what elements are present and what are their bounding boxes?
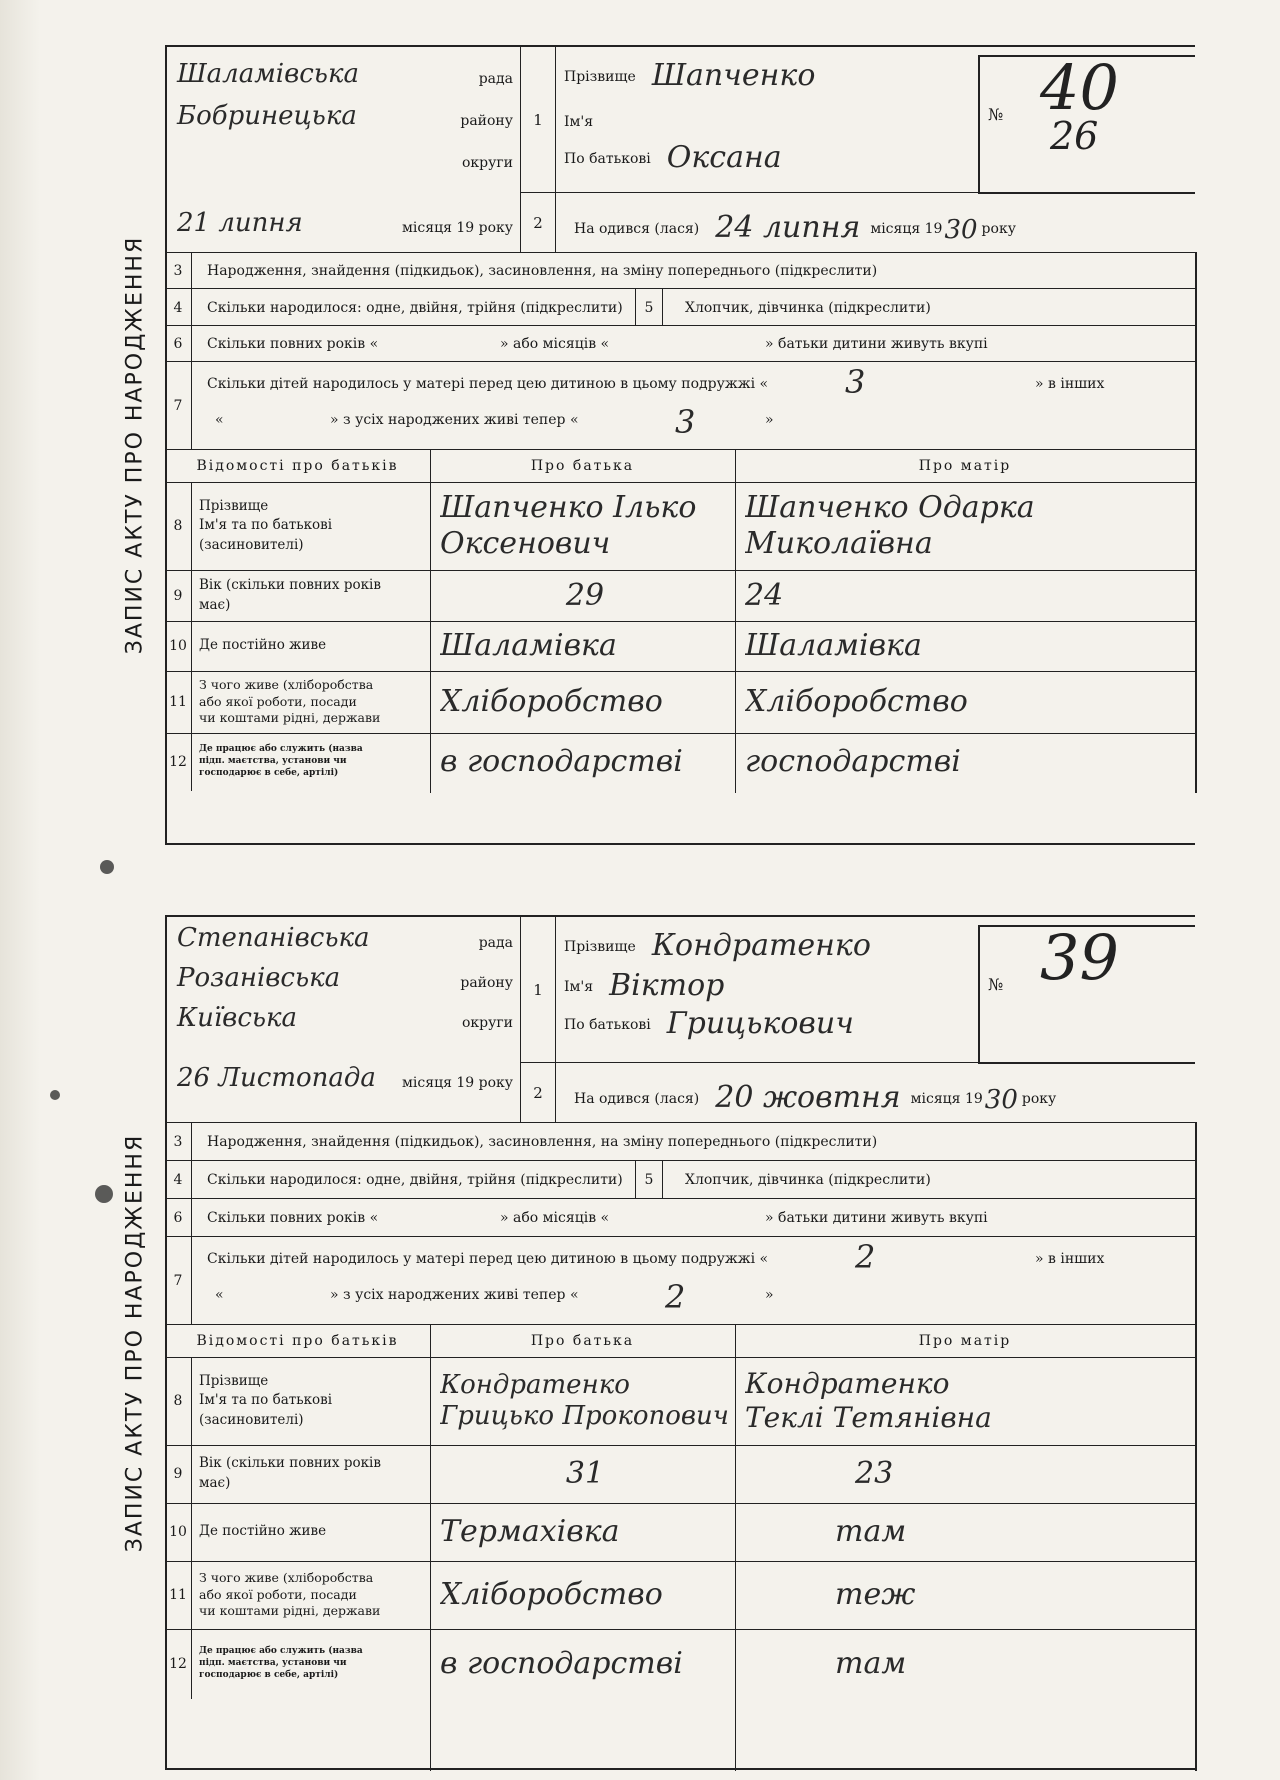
row-3-event-type	[165, 252, 1197, 289]
children-alive: 2	[665, 1278, 686, 1316]
handwritten-okruga: Київська	[177, 1003, 298, 1033]
parents-row-workplace	[165, 733, 1195, 791]
row-3-text: Народження, знайдення (підкидьок), засиновлення, на зміну попереднього (підкреслити)	[207, 263, 878, 279]
birth-date-content	[574, 1079, 1194, 1113]
row-number-1: 1	[520, 917, 556, 1062]
row-8-num: 8	[165, 1357, 192, 1445]
parents-header-mother: Про матір	[735, 450, 1195, 483]
children-alive: 3	[675, 403, 696, 441]
row-4-count	[165, 1160, 1197, 1199]
row-4-text: Скільки народилося: одне, двійня, трійня (підкреслити)	[207, 1172, 623, 1188]
row-9-label: Вік (скільки повних років має)	[199, 576, 381, 613]
row-8-num: 8	[165, 482, 192, 570]
birth-year: 30	[984, 1085, 1018, 1115]
row-11-label: З чого живе (хліборобства або якої роботи, посади чи коштами рідні, держави	[199, 1569, 381, 1619]
row-7-text-b: » в інших	[1035, 376, 1105, 392]
row-7-text-c: «	[215, 1287, 224, 1303]
row-9-label: Вік (скільки повних років має)	[199, 1455, 381, 1491]
registration-date-line	[173, 1047, 513, 1097]
handwritten-reg-date: 21 липня	[177, 208, 303, 238]
born-label: На одився (лася)	[574, 221, 700, 237]
record-number: 39	[1040, 921, 1119, 994]
form-header	[165, 47, 1195, 252]
row-6-years-together	[165, 325, 1197, 362]
row-12-label: Де працює або служить (назва підп. маєтства, установи чи господарює в себе, артілі)	[199, 1646, 363, 1680]
patronymic-label: По батькові	[564, 151, 651, 167]
row-3-event-type	[165, 1122, 1197, 1161]
row-5-text: Хлопчик, дівчинка (підкреслити)	[685, 1172, 931, 1188]
child-name: Оксана	[666, 140, 782, 175]
registry-office-block	[165, 917, 520, 1122]
okruga-label: округи	[461, 155, 513, 171]
row-5-num: 5	[635, 1161, 663, 1199]
mother-occupation: теж	[835, 1577, 916, 1612]
child-patronymic: Грицькович	[666, 1006, 854, 1041]
raion-line	[173, 961, 513, 997]
registry-office-block	[165, 47, 520, 252]
handwritten-raion: Бобринецька	[177, 101, 357, 131]
parents-header-info: Відомості про батьків	[165, 1325, 430, 1358]
row-6-text-b: » або місяців «	[500, 1210, 610, 1226]
ink-blot	[50, 1090, 60, 1100]
okruga-line	[173, 141, 513, 177]
mother-full-name: Шапченко Одарка Миколаївна	[745, 490, 1035, 561]
row-7-text-e: »	[765, 1287, 774, 1303]
mother-age: 24	[745, 577, 784, 613]
row-4-num: 4	[165, 289, 192, 326]
row-6-num: 6	[165, 1199, 192, 1237]
row-6-num: 6	[165, 326, 192, 362]
okruga-label: округи	[461, 1015, 513, 1031]
father-occupation: Хліборобство	[440, 1577, 663, 1612]
parents-row-residence	[165, 621, 1195, 672]
row-6-text-c: » батьки дитини живуть вкупі	[765, 1210, 988, 1226]
born-label: На одився (лася)	[574, 1091, 700, 1107]
record-number: 40	[1040, 51, 1119, 124]
father-workplace: в господарстві	[440, 1646, 683, 1681]
page-edge	[0, 0, 40, 1780]
row-9-num: 9	[165, 1445, 192, 1503]
father-residence: Термахівка	[440, 1514, 620, 1549]
parents-header-mother: Про матір	[735, 1325, 1195, 1358]
child-name: Віктор	[609, 968, 725, 1003]
name-line	[564, 967, 1024, 1001]
father-full-name: Кондратенко Грицько Прокопович	[440, 1369, 729, 1431]
patronymic-line	[564, 139, 1024, 173]
row-3-num: 3	[165, 253, 192, 289]
record-number-box	[978, 51, 1195, 194]
row-10-num: 10	[165, 621, 192, 671]
name-label: Ім'я	[564, 114, 594, 130]
birth-date-line	[554, 1062, 1194, 1123]
mother-residence: там	[835, 1514, 907, 1549]
form-grid	[165, 915, 1195, 1770]
row-7-children	[165, 361, 1197, 450]
mother-full-name: Кондратенко Теклі Тетянівна	[745, 1367, 992, 1434]
father-age: 31	[565, 1456, 605, 1491]
month-19-label: місяця 19	[910, 1091, 983, 1107]
handwritten-rada: Шаламівська	[177, 59, 359, 89]
row-7-text-e: »	[765, 412, 774, 428]
raion-label: району	[460, 975, 513, 991]
row-10-label: Де постійно живе	[199, 1523, 327, 1540]
parents-row-workplace	[165, 1629, 1195, 1699]
row-6-text-a: Скільки повних років «	[207, 1210, 379, 1226]
row-12-num: 12	[165, 1629, 192, 1699]
birth-record-form-1	[105, 45, 1195, 845]
mother-age: 23	[855, 1456, 894, 1491]
side-title: ЗАПИС АКТУ ПРО НАРОДЖЕННЯ	[105, 45, 167, 845]
parents-header-father: Про батька	[430, 1325, 735, 1358]
name-label: Ім'я	[564, 979, 594, 995]
row-7-text-a: Скільки дітей народилось у матері перед цею дитиною в цьому подружжі «	[207, 376, 769, 392]
birth-day-month: 20 жовтня	[715, 1080, 901, 1115]
row-number-2: 2	[520, 192, 556, 253]
children-in-marriage: 2	[855, 1238, 876, 1276]
month-year-label: місяця 19 року	[402, 220, 513, 236]
row-5-num: 5	[635, 289, 663, 326]
surname-label: Прізвище	[564, 939, 636, 955]
patronymic-line	[564, 1005, 1024, 1039]
row-3-text: Народження, знайдення (підкидьок), засиновлення, на зміну попереднього (підкреслити)	[207, 1134, 878, 1150]
mother-residence: Шаламівка	[745, 628, 922, 663]
row-10-num: 10	[165, 1503, 192, 1561]
parents-table	[165, 449, 1197, 793]
rada-label: рада	[478, 935, 513, 951]
mother-occupation: Хліборобство	[745, 684, 968, 719]
number-sign: №	[988, 975, 1004, 994]
row-7-text-d: » з усіх народжених живі тепер «	[330, 412, 579, 428]
mother-workplace: господарстві	[745, 744, 961, 779]
raion-line	[173, 99, 513, 135]
row-4-num: 4	[165, 1161, 192, 1199]
row-8-label: Прізвище Ім'я та по батькові (засиновителі)	[199, 497, 333, 553]
row-6-text-a: Скільки повних років «	[207, 336, 379, 352]
record-number-secondary: 26	[1050, 114, 1099, 158]
birth-day-month: 24 липня	[715, 210, 861, 245]
rada-line	[173, 921, 513, 957]
handwritten-rada: Степанівська	[177, 923, 370, 953]
mother-workplace: там	[835, 1646, 907, 1681]
row-10-label: Де постійно живе	[199, 637, 327, 654]
year-label: року	[1021, 1091, 1057, 1107]
parents-row-names	[165, 1357, 1195, 1446]
child-surname: Шапченко	[651, 58, 816, 93]
registration-date-line	[173, 192, 513, 242]
month-year-label: місяця 19 року	[402, 1075, 513, 1091]
parents-row-age	[165, 570, 1195, 622]
handwritten-reg-date: 26 Листопада	[177, 1063, 376, 1093]
row-11-num: 11	[165, 1561, 192, 1629]
patronymic-label: По батькові	[564, 1017, 651, 1033]
raion-label: району	[460, 113, 513, 129]
row-7-num: 7	[165, 1237, 192, 1325]
surname-line	[564, 57, 1024, 91]
rada-line	[173, 57, 513, 93]
side-title: ЗАПИС АКТУ ПРО НАРОДЖЕННЯ	[105, 915, 167, 1770]
row-7-children	[165, 1236, 1197, 1325]
row-6-text-b: » або місяців «	[500, 336, 610, 352]
row-7-num: 7	[165, 362, 192, 450]
rada-label: рада	[478, 71, 513, 87]
row-12-label: Де працює або служить (назва підп. маєтства, установи чи господарює в себе, артілі)	[199, 744, 363, 778]
row-12-num: 12	[165, 733, 192, 791]
child-surname: Кондратенко	[651, 928, 871, 963]
surname-line	[564, 927, 1024, 961]
birth-record-form-2	[105, 915, 1195, 1770]
row-3-num: 3	[165, 1123, 192, 1161]
birth-year: 30	[944, 215, 978, 245]
row-number-1: 1	[520, 47, 556, 192]
row-4-count	[165, 288, 1197, 326]
ink-blot	[100, 860, 114, 874]
row-8-label: Прізвище Ім'я та по батькові (засиновителі)	[199, 1372, 333, 1428]
row-11-num: 11	[165, 671, 192, 733]
parents-row-occupation	[165, 1561, 1195, 1630]
surname-label: Прізвище	[564, 69, 636, 85]
father-occupation: Хліборобство	[440, 684, 663, 719]
parents-header-info: Відомості про батьків	[165, 450, 430, 483]
form-header	[165, 917, 1195, 1122]
row-6-text-c: » батьки дитини живуть вкупі	[765, 336, 988, 352]
parents-row-age	[165, 1445, 1195, 1504]
parents-row-residence	[165, 1503, 1195, 1562]
form-grid	[165, 45, 1195, 845]
parents-table	[165, 1324, 1197, 1771]
number-sign: №	[988, 105, 1004, 124]
row-4-text: Скільки народилося: одне, двійня, трійня (підкреслити)	[207, 299, 623, 316]
okruga-line	[173, 1001, 513, 1037]
handwritten-raion: Розанівська	[177, 963, 341, 993]
row-6-years-together	[165, 1198, 1197, 1237]
row-7-text-d: » з усіх народжених живі тепер «	[330, 1287, 579, 1303]
row-7-text-c: «	[215, 412, 224, 428]
ink-blot	[95, 1185, 113, 1203]
month-19-label: місяця 19	[870, 221, 943, 237]
record-number-box	[978, 921, 1195, 1064]
parents-row-names	[165, 482, 1195, 571]
children-in-marriage: 3	[845, 363, 866, 401]
row-5-text: Хлопчик, дівчинка (підкреслити)	[685, 299, 931, 316]
father-workplace: в господарстві	[440, 744, 683, 779]
father-age: 29	[565, 577, 605, 613]
birth-date-line	[554, 192, 1194, 253]
father-residence: Шаламівка	[440, 628, 617, 663]
birth-date-content	[574, 209, 1194, 243]
row-7-text-b: » в інших	[1035, 1251, 1105, 1267]
row-7-text-a: Скільки дітей народилось у матері перед цею дитиною в цьому подружжі «	[207, 1251, 769, 1267]
year-label: року	[981, 221, 1016, 237]
row-11-label: З чого живе (хліборобства або якої роботи, посади чи коштами рідні, держави	[199, 676, 381, 726]
row-number-2: 2	[520, 1062, 556, 1123]
row-9-num: 9	[165, 570, 192, 621]
parents-header-father: Про батька	[430, 450, 735, 483]
parents-row-occupation	[165, 671, 1195, 734]
father-full-name: Шапченко Ілько Оксенович	[440, 490, 697, 561]
name-line	[564, 102, 1024, 136]
